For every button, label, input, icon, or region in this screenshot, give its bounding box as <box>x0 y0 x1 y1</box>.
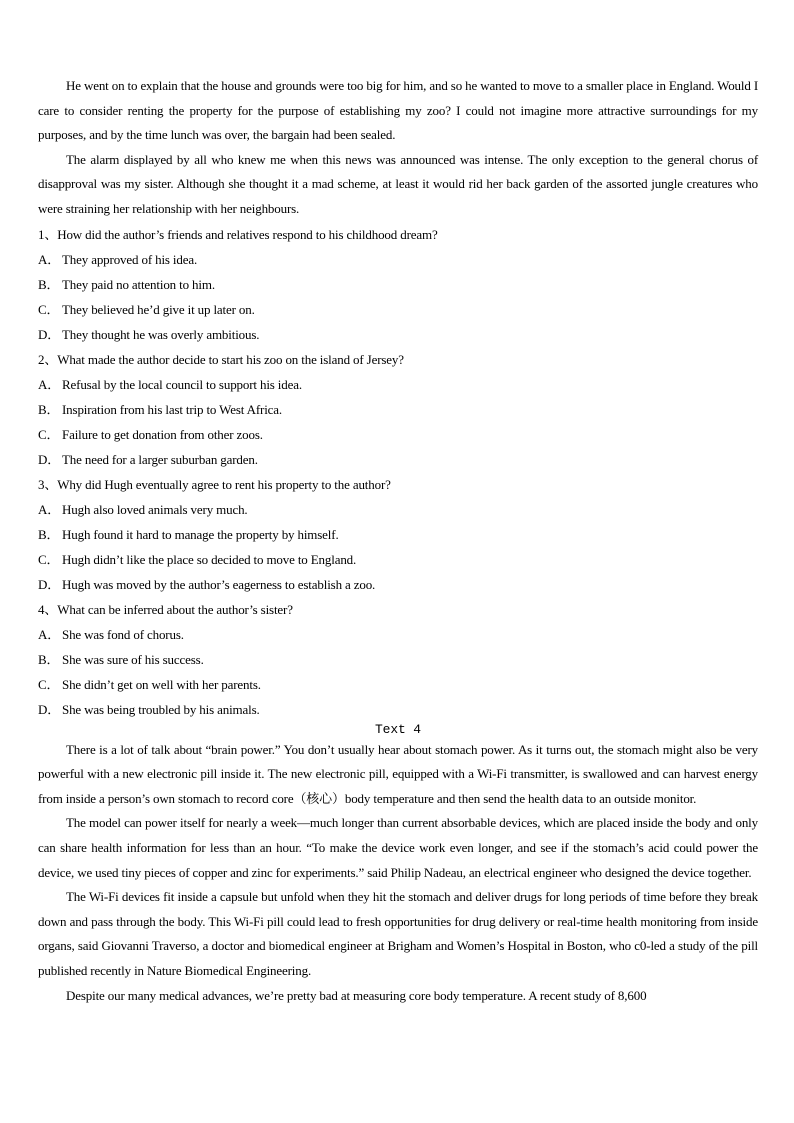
section-heading: Text 4 <box>375 721 421 737</box>
question-stem: 3、Why did Hugh eventually agree to rent his property to the author? <box>38 476 391 492</box>
question-2 <box>38 347 758 472</box>
option-a: A． Hugh also loved animals very much. <box>38 501 248 517</box>
option-b: B． Inspiration from his last trip to West Africa. <box>38 401 282 417</box>
option-c: C． Failure to get donation from other zoos. <box>38 426 263 442</box>
document-page <box>38 74 758 1008</box>
option-c: C． She didn’t get on well with her parents. <box>38 676 261 692</box>
question-stem: 1、How did the author’s friends and relatives respond to his childhood dream? <box>38 226 438 242</box>
paragraph: The alarm displayed by all who knew me when this news was announced was intense. The only exception to the general chorus of disapproval was my sister. Although she thought it a mad scheme, at least it would rid her back garden of the assorted jungle creatures who were straining her relationship with her neighbours. <box>38 151 758 216</box>
option-a: A． Refusal by the local council to support his idea. <box>38 376 302 392</box>
paragraph: He went on to explain that the house and grounds were too big for him, and so he wanted to move to a smaller place in England. Would I care to consider renting the property for the purpose of establishing my zoo? I could not imagine more attractive surroundings for my purposes, and by the time lunch was over, the bargain had been sealed. <box>38 78 758 143</box>
paragraph: There is a lot of talk about “brain power.” You don’t usually hear about stomach power. As it turns out, the stomach might also be very powerful with a new electronic pill inside it. The new electronic pill, equipped with a Wi-Fi transmitter, is swallowed and can harvest energy from inside a person’s own stomach to record core（核心）body temperature and then send the health data to an outside monitor. <box>38 741 758 806</box>
option-b: B． She was sure of his success. <box>38 651 204 667</box>
option-d: D． They thought he was overly ambitious. <box>38 326 260 342</box>
option-a: A． They approved of his idea. <box>38 251 198 267</box>
question-stem: 2、What made the author decide to start his zoo on the island of Jersey? <box>38 351 404 367</box>
question-stem: 4、What can be inferred about the author’s sister? <box>38 601 293 617</box>
option-d: D． The need for a larger suburban garden. <box>38 451 258 467</box>
paragraph: Despite our many medical advances, we’re pretty bad at measuring core body temperature. A recent study of 8,600 <box>66 987 647 1003</box>
question-4 <box>38 597 758 722</box>
option-c: C． They believed he’d give it up later on. <box>38 301 255 317</box>
option-b: B． Hugh found it hard to manage the property by himself. <box>38 526 339 542</box>
question-3 <box>38 472 758 597</box>
paragraph: The Wi-Fi devices fit inside a capsule but unfold when they hit the stomach and deliver drugs for long periods of time before they break down and pass through the body. This Wi-Fi pill could lead to fresh opportunities for drug delivery or real-time health monitoring from inside organs, said Giovanni Traverso, a doctor and biomedical engineer at Brigham and Women’s Hospital in Boston, who c0-led a study of the pill published recently in Nature Biomedical Engineering. <box>38 889 758 978</box>
option-a: A． She was fond of chorus. <box>38 626 184 642</box>
question-1 <box>38 222 758 347</box>
option-b: B． They paid no attention to him. <box>38 276 215 292</box>
option-c: C． Hugh didn’t like the place so decided to move to England. <box>38 551 357 567</box>
option-d: D． She was being troubled by his animals. <box>38 701 260 717</box>
option-d: D． Hugh was moved by the author’s eagerness to establish a zoo. <box>38 576 376 592</box>
paragraph: The model can power itself for nearly a week—much longer than current absorbable devices, which are placed inside the body and only can share health information for less than an hour. “To make the device work even longer, and see if the stomach’s acid could power the device, we used tiny pieces of copper and zinc for experiments.” said Philip Nadeau, an electrical engineer who designed the device together. <box>38 815 758 880</box>
